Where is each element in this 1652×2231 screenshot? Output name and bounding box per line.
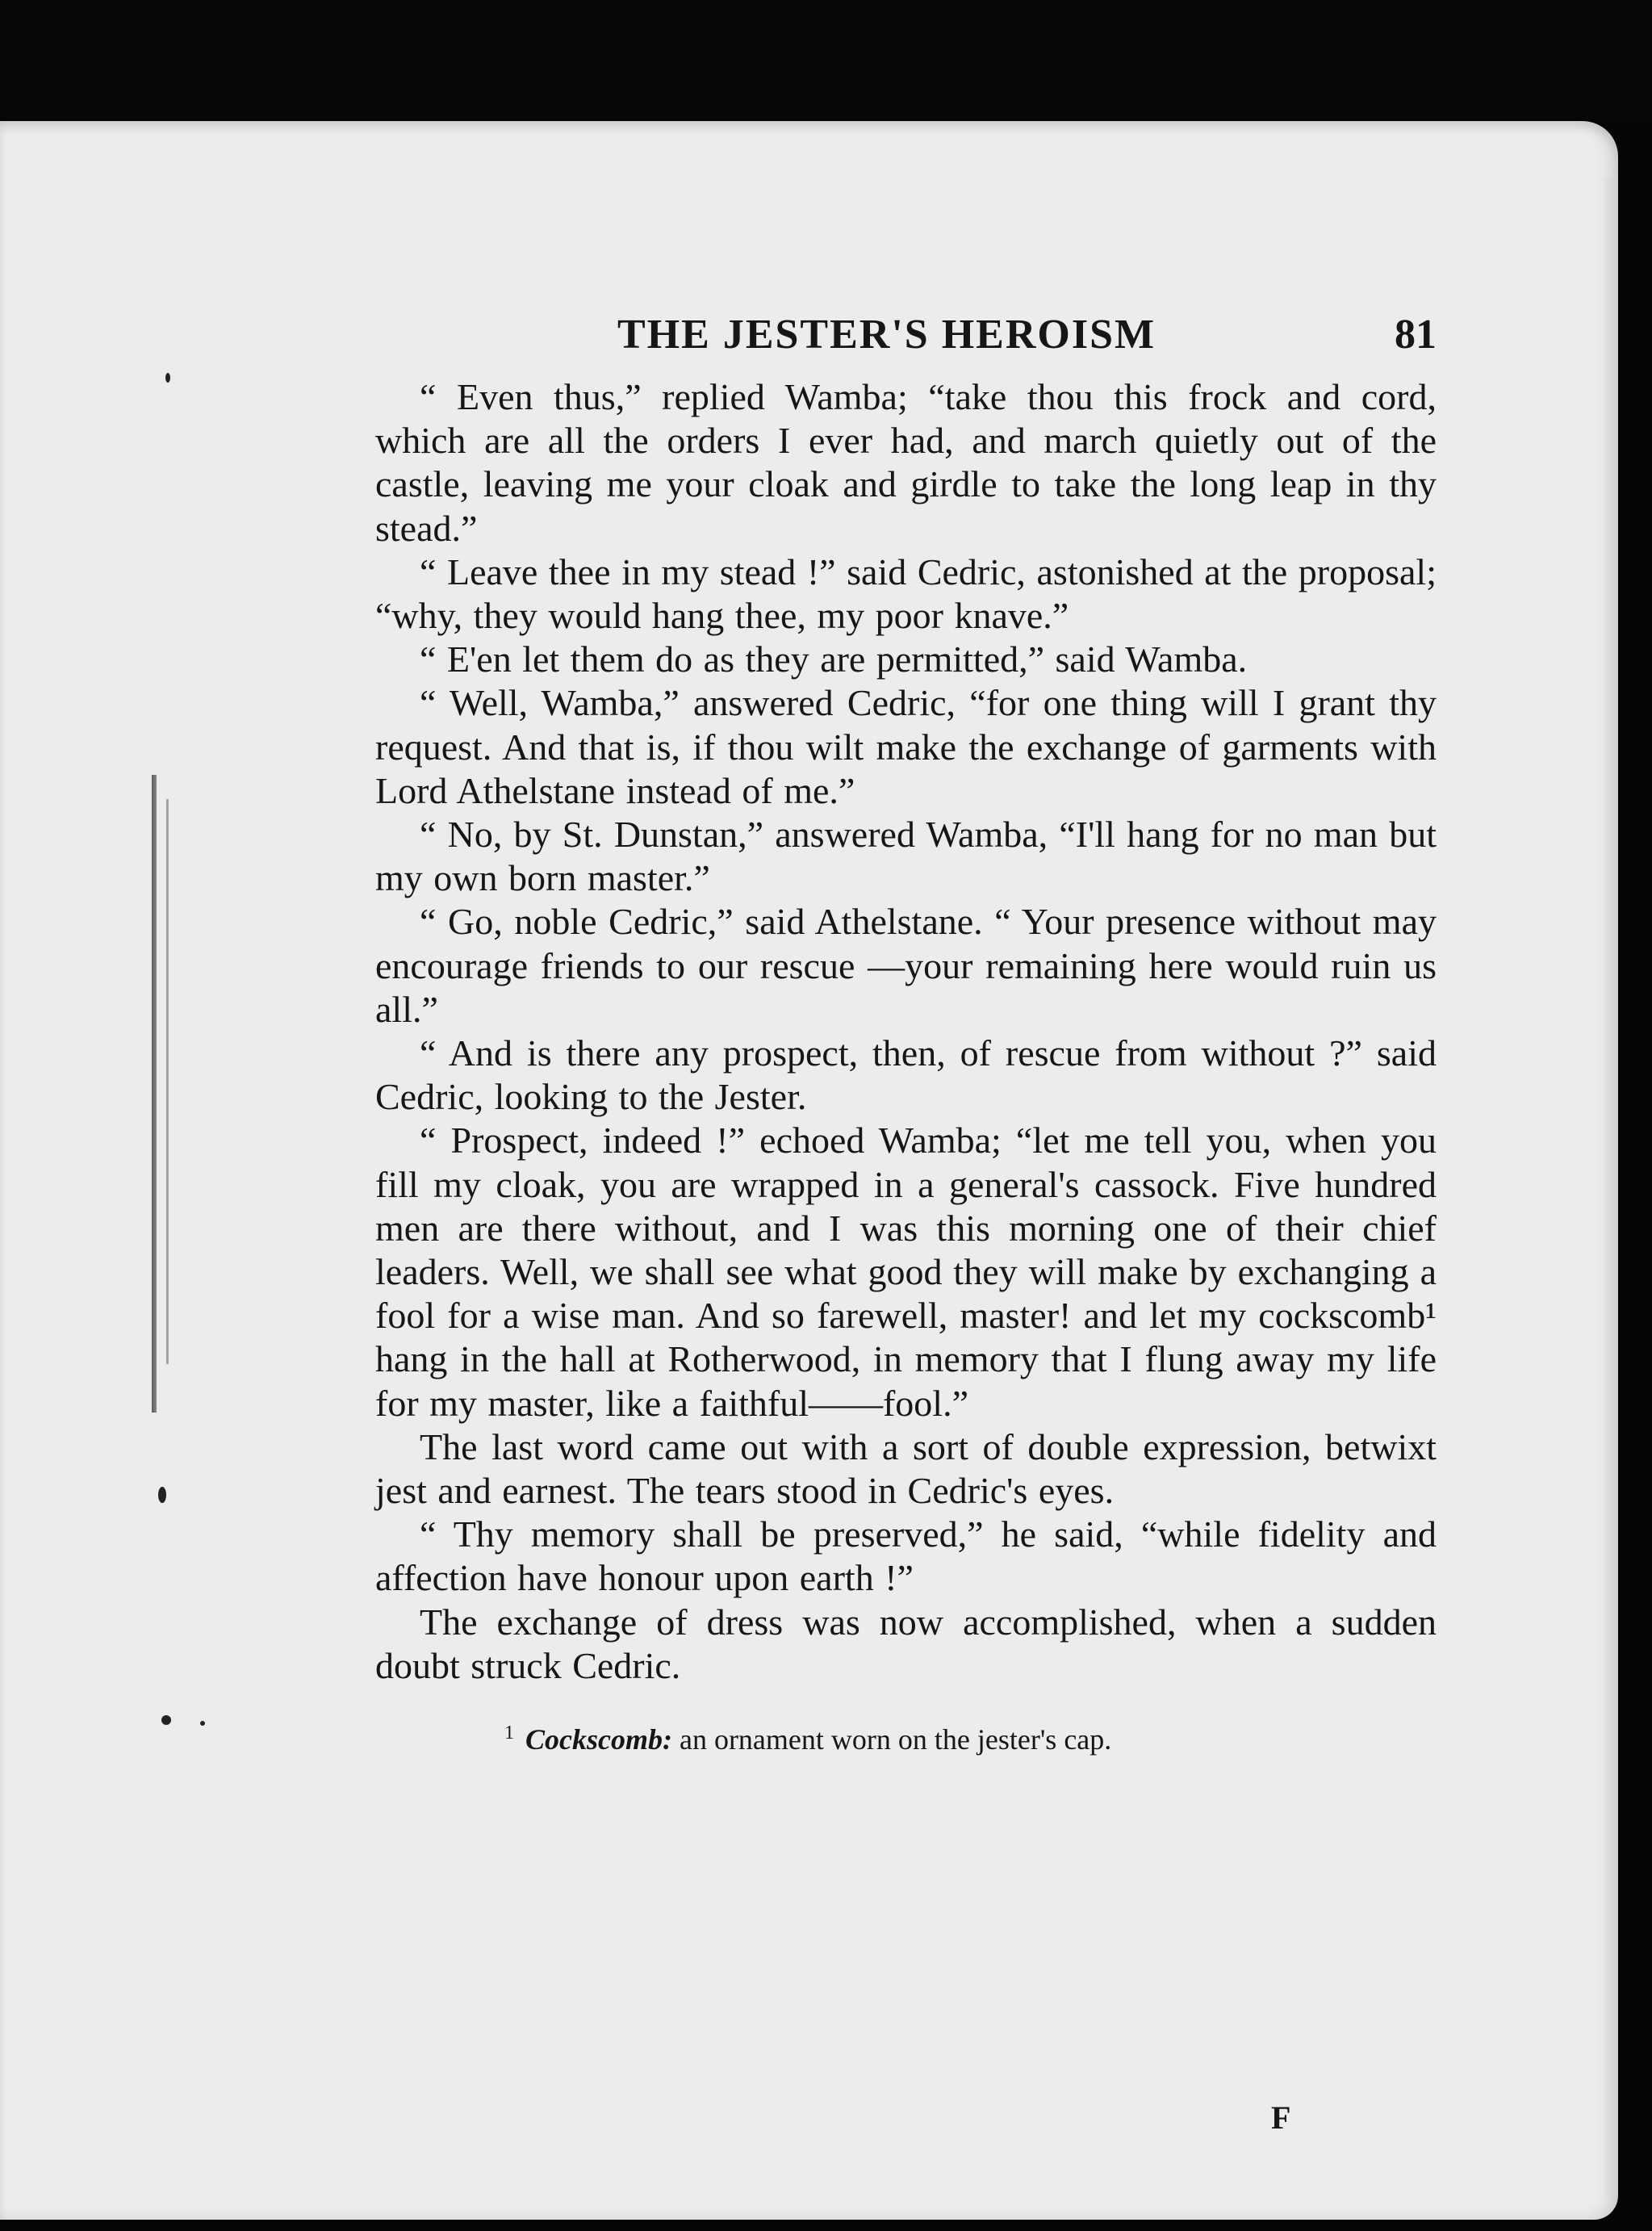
page-number: 81	[1395, 312, 1437, 358]
text-column	[375, 311, 1437, 1757]
margin-speck	[158, 1487, 166, 1503]
margin-speck	[161, 1715, 171, 1725]
footnote-mark: 1	[504, 1722, 514, 1744]
running-head	[375, 311, 1437, 375]
paragraph: “ And is there any prospect, then, of rescue from without ?” said Cedric, looking to the Jester.	[375, 1032, 1437, 1118]
paragraph: “ Prospect, indeed !” echoed Wamba; “let me tell you, when you fill my cloak, you are wrapped in a general's cassock. Five hundred men are there without, and I was this morning one of their chief leaders. Well, we shall see what good they will make by exchanging a fool for a wise man. And so farewell, master! and let my cockscomb¹ hang in the hall at Rotherwood, in memory that I flung away my life for my master, like a faithful——fool.”	[375, 1120, 1437, 1424]
footnote-text: an ornament worn on the jester's cap.	[671, 1723, 1112, 1756]
paragraph: “ E'en let them do as they are permitted,” said Wamba.	[420, 638, 1248, 680]
paragraph: “ Even thus,” replied Wamba; “take thou this frock and cord, which are all the orders I ever had, and march quietly out of the castle, leaving me your cloak and girdle to take the long leap in thy stead.”	[375, 376, 1437, 549]
margin-speck	[200, 1721, 205, 1726]
paragraph: “ No, by St. Dunstan,” answered Wamba, “I'll hang for no man but my own born master.”	[375, 814, 1437, 899]
paragraph: The exchange of dress was now accomplished, when a sudden doubt struck Cedric.	[375, 1601, 1437, 1686]
page-edge	[1604, 178, 1618, 2195]
paragraph: “ Thy memory shall be preserved,” he said, “while fidelity and affection have honour upon earth !”	[375, 1513, 1437, 1599]
margin-speck	[165, 373, 170, 383]
binding-mark-secondary	[166, 799, 169, 1364]
signature-mark: F	[1271, 2099, 1291, 2136]
paragraph: “ Go, noble Cedric,” said Athelstane. “ Your presence without may encourage friends to our rescue —your remaining here would ruin us all.”	[375, 901, 1437, 1030]
footnote-term: Cockscomb:	[525, 1723, 672, 1756]
page-header-title: THE JESTER'S HEROISM	[617, 312, 1156, 358]
paragraph: “ Leave thee in my stead !” said Cedric, astonished at the proposal; “why, they would hang thee, my poor knave.”	[375, 550, 1437, 637]
footnote	[375, 1715, 1437, 1757]
scan-background	[0, 0, 1652, 121]
paragraph: The last word came out with a sort of double expression, betwixt jest and earnest. The tears stood in Cedric's eyes.	[375, 1425, 1437, 1512]
paragraph: “ Well, Wamba,” answered Cedric, “for one thing will I grant thy request. And that is, if thou wilt make the exchange of garments with Lord Athelstane instead of me.”	[375, 682, 1437, 811]
binding-mark	[152, 775, 157, 1413]
